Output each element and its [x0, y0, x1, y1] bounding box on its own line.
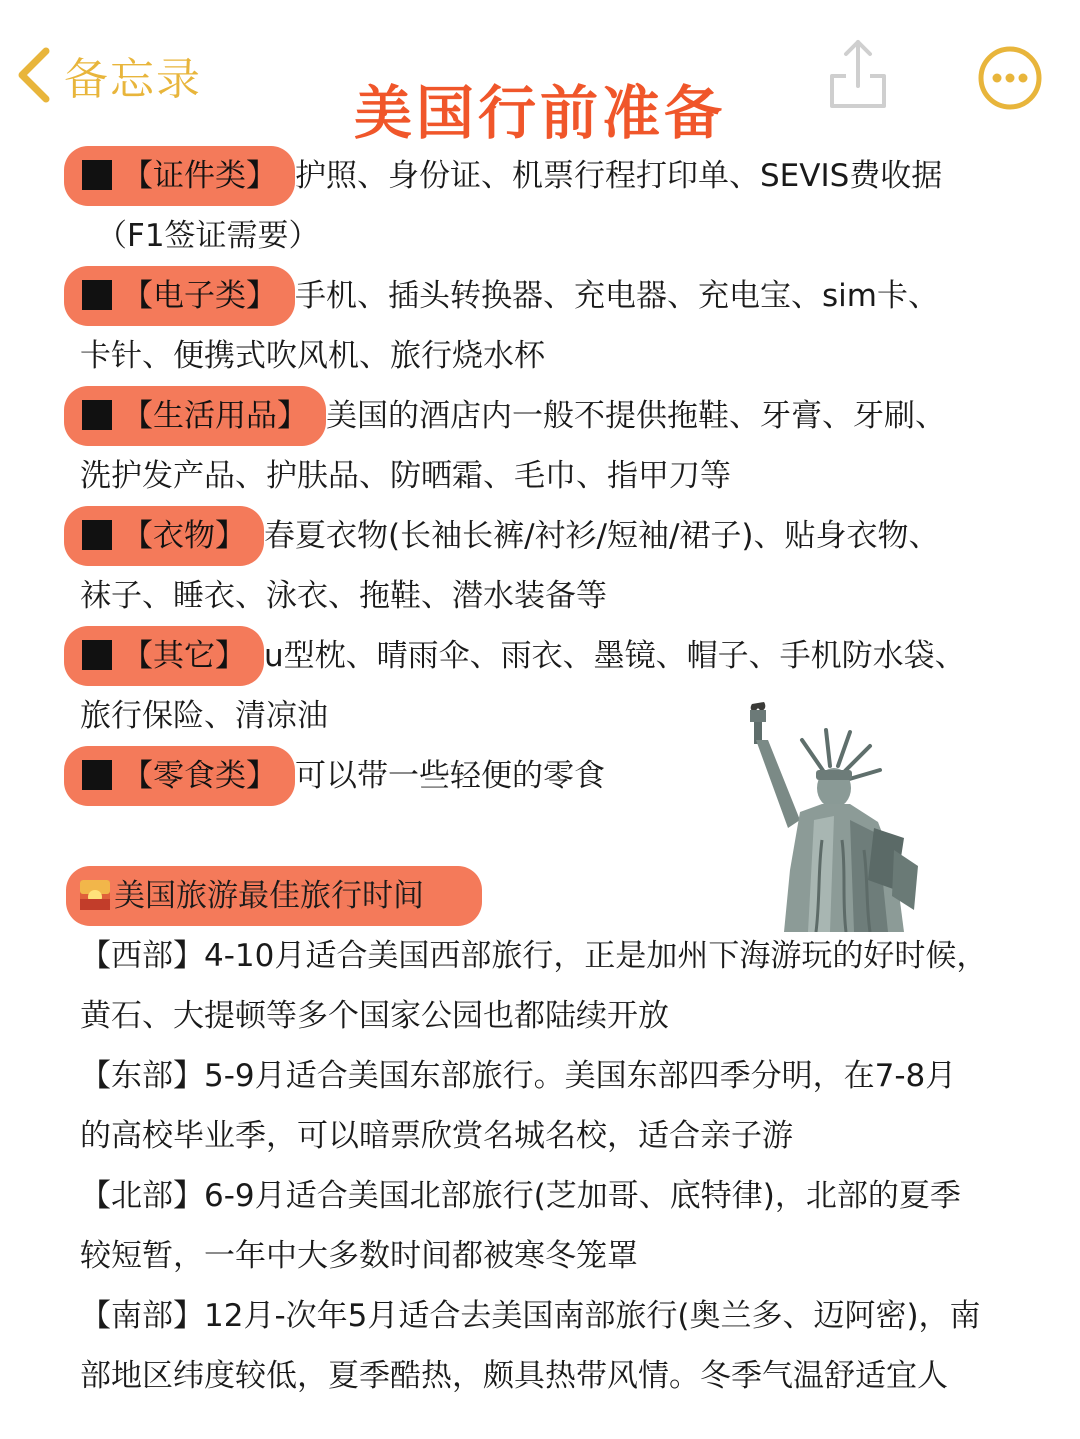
item-text-continued: 袜子、睡衣、泳衣、拖鞋、潜水装备等: [80, 578, 607, 614]
black-square-icon: [82, 400, 112, 430]
list-item-documents: [0, 146, 1080, 206]
category-label: 【衣物】: [122, 518, 246, 554]
top-bar: [0, 0, 1080, 150]
category-label: 【零食类】: [122, 758, 277, 794]
item-text: 护照、身份证、机票行程打印单、SEVIS费收据: [295, 158, 943, 194]
list-item-clothing: [0, 506, 1080, 566]
item-text-continued: 洗护发产品、护肤品、防晒霜、毛巾、指甲刀等: [80, 458, 731, 494]
black-square-icon: [82, 760, 112, 790]
season-south-continued: 部地区纬度较低，夏季酷热，颇具热带风情。冬季气温舒适宜人: [80, 1358, 948, 1394]
item-text-continued: 卡针、便携式吹风机、旅行烧水杯: [80, 338, 545, 374]
black-square-icon: [82, 280, 112, 310]
season-south: 【南部】12月-次年5月适合去美国南部旅行(奥兰多、迈阿密)，南: [80, 1298, 981, 1334]
section-heading-label: 美国旅游最佳旅行时间: [114, 878, 424, 914]
category-label: 【生活用品】: [122, 398, 308, 434]
category-label: 【证件类】: [122, 158, 277, 194]
season-north-continued: 较短暂，一年中大多数时间都被寒冬笼罩: [80, 1238, 638, 1274]
category-tag: [64, 506, 264, 566]
season-north: 【北部】6-9月适合美国北部旅行(芝加哥、底特律)，北部的夏季: [80, 1178, 961, 1214]
list-item-electronics: [0, 266, 1080, 326]
category-tag: [64, 146, 295, 206]
category-tag: [64, 386, 326, 446]
item-text: 手机、插头转换器、充电器、充电宝、sim卡、: [295, 278, 939, 314]
black-square-icon: [82, 640, 112, 670]
season-east-continued: 的高校毕业季，可以暗票欣赏名城名校，适合亲子游: [80, 1118, 793, 1154]
list-item-other: [0, 626, 1080, 686]
season-west-continued: 黄石、大提顿等多个国家公园也都陆续开放: [80, 998, 669, 1034]
item-text: 春夏衣物(长袖长裤/衬衫/短袖/裙子)、贴身衣物、: [264, 518, 940, 554]
season-west: 【西部】4-10月适合美国西部旅行，正是加州下海游玩的好时候，: [80, 938, 988, 974]
black-square-icon: [82, 520, 112, 550]
section-heading: [66, 866, 482, 926]
statue-of-liberty-image: [738, 700, 928, 932]
item-text-continued: 旅行保险、清凉油: [80, 698, 328, 734]
list-item-daily-goods: [0, 386, 1080, 446]
category-label: 【电子类】: [122, 278, 277, 314]
item-text: u型枕、晴雨伞、雨衣、墨镜、帽子、手机防水袋、: [264, 638, 966, 674]
item-text: 可以带一些轻便的零食: [295, 758, 605, 794]
item-text: 美国的酒店内一般不提供拖鞋、牙膏、牙刷、: [326, 398, 946, 434]
black-square-icon: [82, 160, 112, 190]
category-tag: [64, 626, 264, 686]
back-label: 备忘录: [64, 54, 202, 105]
category-tag: [64, 746, 295, 806]
category-tag: [64, 266, 295, 326]
category-label: 【其它】: [122, 638, 246, 674]
page-title: 美国行前准备: [353, 79, 726, 147]
item-text-continued: （F1签证需要）: [96, 218, 320, 254]
season-east: 【东部】5-9月适合美国东部旅行。美国东部四季分明，在7-8月: [80, 1058, 957, 1094]
sunset-icon: [80, 880, 110, 910]
